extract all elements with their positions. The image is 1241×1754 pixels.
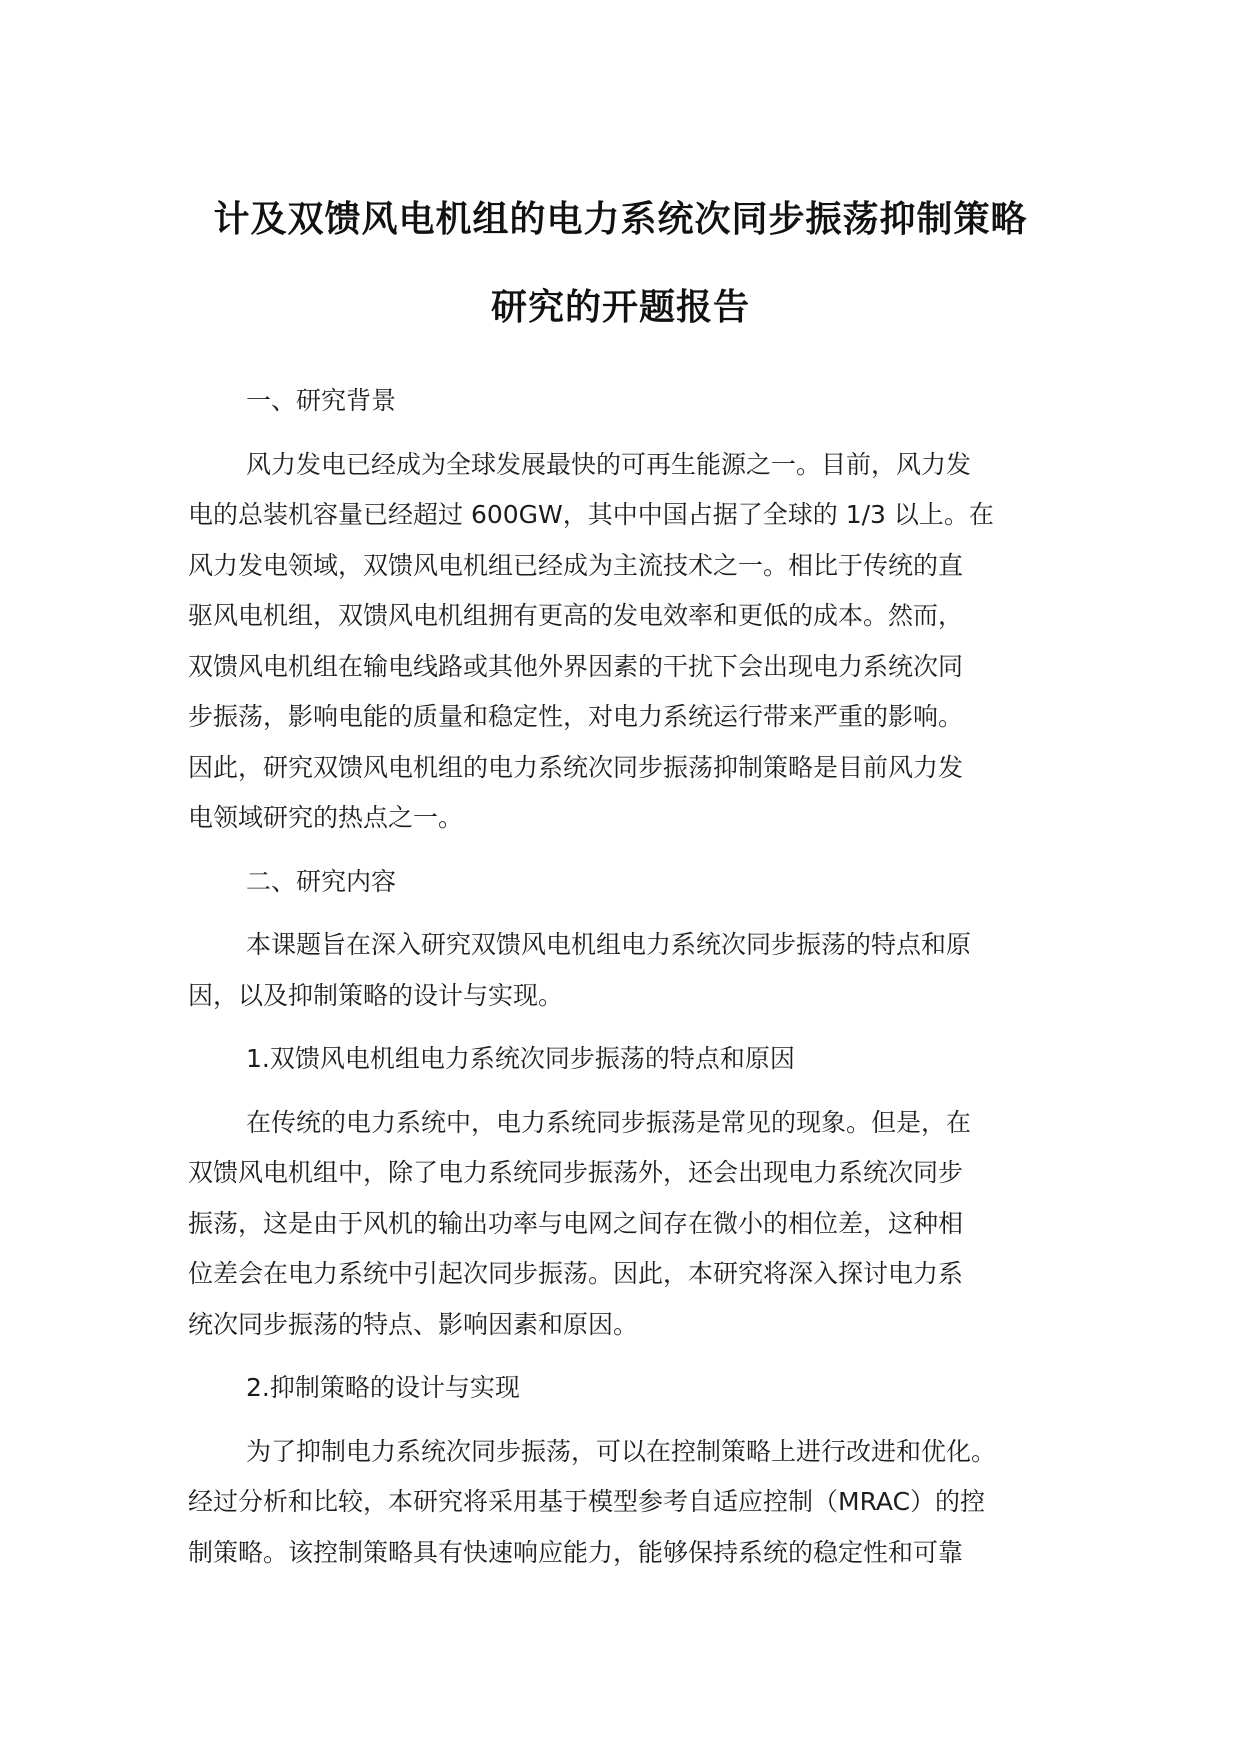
paragraph-line: 双馈风电机组在输电线路或其他外界因素的干扰下会出现电力系统次同 bbox=[188, 651, 964, 681]
title-line: 研究的开题报告 bbox=[490, 287, 750, 328]
paragraph-line: 步振荡，影响电能的质量和稳定性，对电力系统运行带来严重的影响。 bbox=[188, 702, 964, 731]
document-body bbox=[188, 376, 1068, 1578]
paragraph-line: 为了抑制电力系统次同步振荡，可以在控制策略上进行改进和优化。 bbox=[246, 1436, 997, 1466]
paragraph-line: 振荡，这是由于风机的输出功率与电网之间存在微小的相位差，这种相 bbox=[188, 1208, 964, 1238]
paragraph-line: 电的总装机容量已经超过 600GW，其中中国占据了全球的 1/3 以上。在 bbox=[188, 500, 994, 529]
document-title bbox=[0, 176, 1241, 352]
subsection-heading: 2.抑制策略的设计与实现 bbox=[246, 1373, 520, 1402]
paragraph-line: 风力发电领域，双馈风电机组已经成为主流技术之一。相比于传统的直 bbox=[188, 550, 964, 580]
paragraph-line: 统次同步振荡的特点、影响因素和原因。 bbox=[188, 1309, 639, 1339]
paragraph-line: 经过分析和比较，本研究将采用基于模型参考自适应控制（MRAC）的控 bbox=[188, 1487, 986, 1516]
paragraph-line: 电领域研究的热点之一。 bbox=[188, 803, 464, 832]
paragraph-line: 因，以及抑制策略的设计与实现。 bbox=[188, 980, 564, 1010]
paragraph-line: 风力发电已经成为全球发展最快的可再生能源之一。目前，风力发 bbox=[246, 449, 972, 479]
section-heading: 一、研究背景 bbox=[246, 386, 397, 415]
paragraph-line: 制策略。该控制策略具有快速响应能力，能够保持系统的稳定性和可靠 bbox=[188, 1537, 964, 1567]
paragraph-line: 驱风电机组，双馈风电机组拥有更高的发电效率和更低的成本。然而， bbox=[188, 601, 964, 630]
title-line: 计及双馈风电机组的电力系统次同步振荡抑制策略 bbox=[213, 199, 1028, 240]
section-heading: 二、研究内容 bbox=[246, 866, 397, 896]
paragraph-line: 因此，研究双馈风电机组的电力系统次同步振荡抑制策略是目前风力发 bbox=[188, 752, 964, 782]
paragraph-line: 在传统的电力系统中，电力系统同步振荡是常见的现象。但是，在 bbox=[246, 1107, 972, 1137]
subsection-heading: 1.双馈风电机组电力系统次同步振荡的特点和原因 bbox=[246, 1044, 795, 1073]
paragraph-line: 位差会在电力系统中引起次同步振荡。因此，本研究将深入探讨电力系 bbox=[188, 1259, 964, 1288]
paragraph-line: 双馈风电机组中，除了电力系统同步振荡外，还会出现电力系统次同步 bbox=[188, 1158, 964, 1187]
paragraph-line: 本课题旨在深入研究双馈风电机组电力系统次同步振荡的特点和原 bbox=[246, 930, 972, 959]
